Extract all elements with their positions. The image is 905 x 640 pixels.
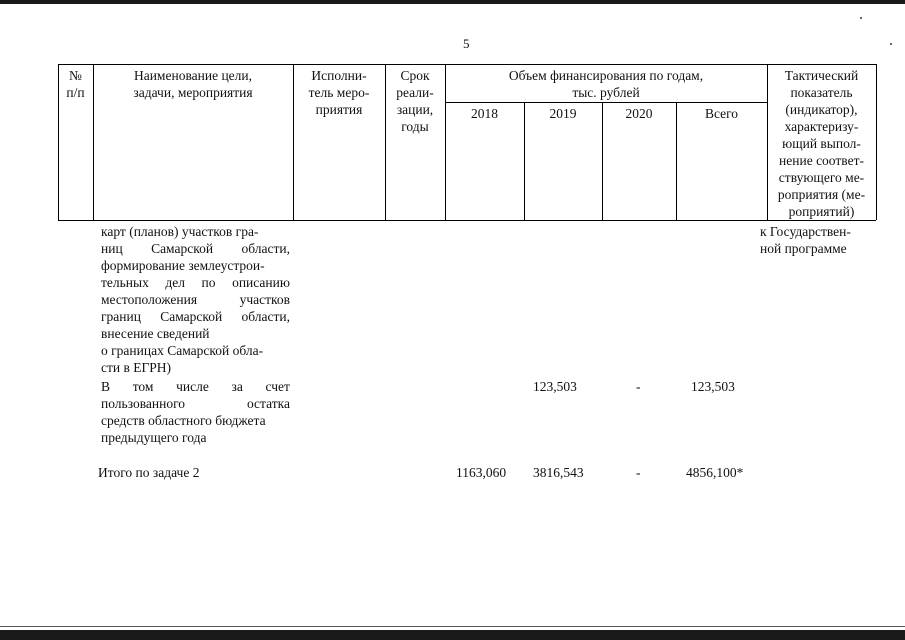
header-year-2018: 2018 bbox=[471, 106, 498, 121]
row-sub-total: 123,503 bbox=[691, 379, 735, 394]
header-col-executor: Исполни- тель меро- приятия bbox=[308, 68, 370, 117]
row-main-indicator-line: ной программе bbox=[760, 241, 847, 256]
row-main-line: границ Самарской области, bbox=[101, 309, 290, 324]
col-border bbox=[876, 64, 877, 220]
header-col-indicator: Тактический показатель (индикатор), характеризу- ющий выпол- нение соответ- ствующего ме- роприятия (ме- роприятий) bbox=[777, 68, 866, 219]
row-main-indicator-line: к Государствен- bbox=[760, 224, 851, 239]
row-total-2019: 3816,543 bbox=[533, 465, 584, 480]
scan-speck bbox=[890, 43, 892, 45]
header-col-number: № п/п bbox=[66, 68, 85, 100]
row-main-line: формирование землеустрои- bbox=[101, 258, 265, 273]
scan-speck bbox=[860, 17, 862, 19]
row-total-label: Итого по задаче 2 bbox=[98, 465, 200, 480]
row-main-line: о границах Самарской обла- bbox=[101, 343, 264, 358]
row-sub-line: предыдущего года bbox=[101, 430, 207, 445]
header-col-term: Срок реали- зации, годы bbox=[396, 68, 434, 134]
row-main-line: ниц Самарской области, bbox=[101, 241, 290, 256]
row-sub-line: средств областного бюджета bbox=[101, 413, 266, 428]
row-main-line: тельных дел по описанию bbox=[101, 275, 290, 290]
row-sub-line: В том числе за счет bbox=[101, 379, 290, 394]
row-main-line: сти в ЕГРН) bbox=[101, 360, 172, 375]
row-sub-2020: - bbox=[636, 379, 641, 394]
table-top-border bbox=[58, 64, 876, 65]
row-main-line: карт (планов) участков гра- bbox=[101, 224, 259, 239]
funding-subheader-border bbox=[445, 102, 767, 103]
header-year-total: Всего bbox=[704, 106, 739, 121]
row-main-line: внесение сведений bbox=[101, 326, 210, 341]
header-year-2020: 2020 bbox=[625, 106, 653, 121]
row-total-total: 4856,100* bbox=[686, 465, 744, 480]
row-total-2018: 1163,060 bbox=[456, 465, 507, 480]
header-bottom-border bbox=[58, 220, 876, 221]
row-total-2020: - bbox=[636, 465, 641, 480]
header-year-2019: 2019 bbox=[549, 106, 577, 121]
scan-top-edge bbox=[0, 0, 905, 4]
row-sub-line: пользованного остатка bbox=[101, 396, 290, 411]
page-number: 5 bbox=[463, 36, 470, 51]
scan-bottom-line bbox=[0, 626, 905, 627]
row-sub-2019: 123,503 bbox=[533, 379, 577, 394]
scan-bottom-edge bbox=[0, 630, 905, 640]
header-col-funding: Объем финансирования по годам, тыс. рублей bbox=[508, 68, 704, 100]
row-main-line: местоположения участков bbox=[101, 292, 290, 307]
header-col-name: Наименование цели, задачи, мероприятия bbox=[133, 68, 253, 100]
